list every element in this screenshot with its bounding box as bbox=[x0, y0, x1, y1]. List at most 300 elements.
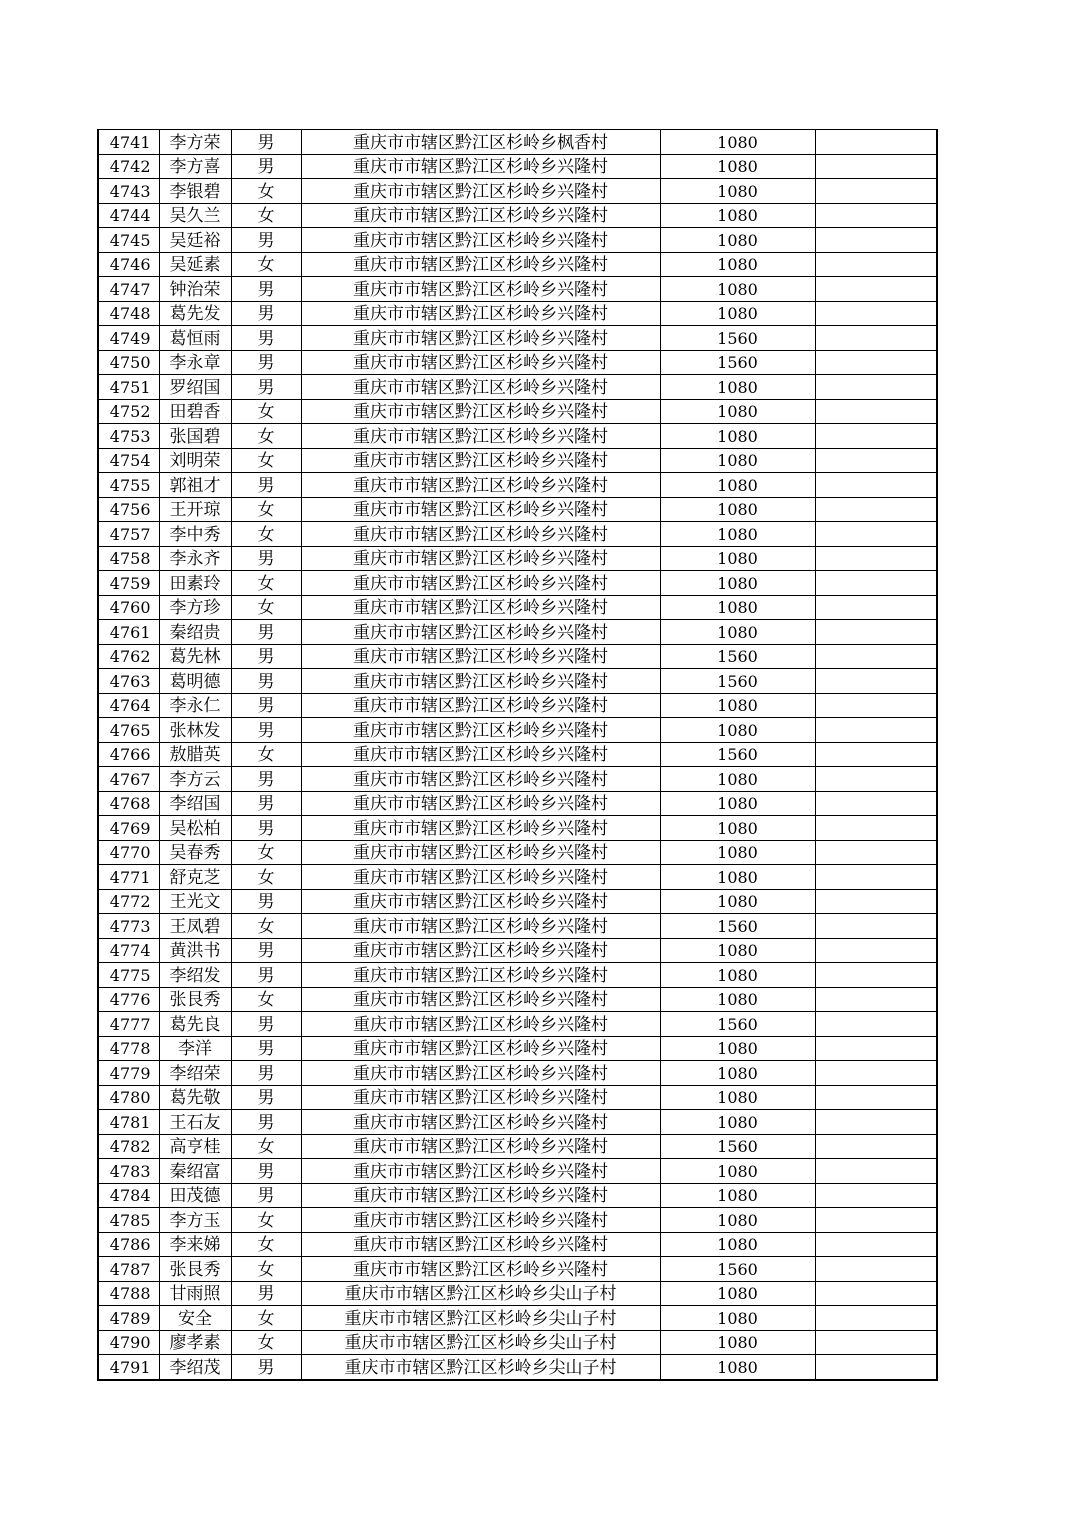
cell-name: 葛先良 bbox=[159, 1012, 231, 1037]
cell-address: 重庆市市辖区黔江区杉岭乡兴隆村 bbox=[301, 987, 660, 1012]
cell-name: 李方珍 bbox=[159, 595, 231, 620]
cell-name: 吴春秀 bbox=[159, 840, 231, 865]
cell-name: 吴延素 bbox=[159, 252, 231, 277]
cell-amount: 1080 bbox=[660, 889, 815, 914]
cell-name: 李绍发 bbox=[159, 963, 231, 988]
cell-address: 重庆市市辖区黔江区杉岭乡兴隆村 bbox=[301, 252, 660, 277]
cell-gender: 女 bbox=[231, 865, 301, 890]
cell-name: 李来娣 bbox=[159, 1232, 231, 1257]
cell-gender: 男 bbox=[231, 350, 301, 375]
cell-number: 4782 bbox=[98, 1134, 159, 1159]
cell-remark bbox=[815, 889, 937, 914]
cell-address: 重庆市市辖区黔江区杉岭乡兴隆村 bbox=[301, 571, 660, 596]
table-row bbox=[98, 375, 937, 400]
cell-number: 4791 bbox=[98, 1355, 159, 1380]
table-row bbox=[98, 914, 937, 939]
cell-gender: 男 bbox=[231, 669, 301, 694]
table-row bbox=[98, 326, 937, 351]
cell-amount: 1080 bbox=[660, 522, 815, 547]
cell-number: 4767 bbox=[98, 767, 159, 792]
cell-name: 李方云 bbox=[159, 767, 231, 792]
table-row bbox=[98, 620, 937, 645]
table-row bbox=[98, 889, 937, 914]
table-row bbox=[98, 644, 937, 669]
cell-name: 罗绍国 bbox=[159, 375, 231, 400]
cell-name: 李绍茂 bbox=[159, 1355, 231, 1380]
cell-name: 葛先敬 bbox=[159, 1085, 231, 1110]
table-row bbox=[98, 546, 937, 571]
cell-gender: 女 bbox=[231, 399, 301, 424]
cell-amount: 1080 bbox=[660, 840, 815, 865]
cell-amount: 1080 bbox=[660, 1306, 815, 1331]
cell-name: 葛明德 bbox=[159, 669, 231, 694]
cell-amount: 1080 bbox=[660, 1036, 815, 1061]
cell-address: 重庆市市辖区黔江区杉岭乡兴隆村 bbox=[301, 522, 660, 547]
cell-number: 4772 bbox=[98, 889, 159, 914]
cell-address: 重庆市市辖区黔江区杉岭乡兴隆村 bbox=[301, 963, 660, 988]
cell-remark bbox=[815, 571, 937, 596]
cell-remark bbox=[815, 840, 937, 865]
cell-number: 4788 bbox=[98, 1281, 159, 1306]
cell-remark bbox=[815, 1159, 937, 1184]
cell-number: 4766 bbox=[98, 742, 159, 767]
cell-address: 重庆市市辖区黔江区杉岭乡兴隆村 bbox=[301, 1183, 660, 1208]
cell-remark bbox=[815, 620, 937, 645]
table-row bbox=[98, 1183, 937, 1208]
cell-number: 4762 bbox=[98, 644, 159, 669]
cell-remark bbox=[815, 767, 937, 792]
cell-amount: 1080 bbox=[660, 1281, 815, 1306]
cell-address: 重庆市市辖区黔江区杉岭乡兴隆村 bbox=[301, 203, 660, 228]
cell-gender: 男 bbox=[231, 816, 301, 841]
table-row bbox=[98, 1330, 937, 1355]
table-row bbox=[98, 1085, 937, 1110]
cell-gender: 男 bbox=[231, 791, 301, 816]
cell-remark bbox=[815, 1183, 937, 1208]
cell-amount: 1080 bbox=[660, 424, 815, 449]
cell-amount: 1080 bbox=[660, 595, 815, 620]
table-row bbox=[98, 693, 937, 718]
cell-address: 重庆市市辖区黔江区杉岭乡兴隆村 bbox=[301, 301, 660, 326]
cell-remark bbox=[815, 987, 937, 1012]
table-row bbox=[98, 277, 937, 302]
cell-address: 重庆市市辖区黔江区杉岭乡兴隆村 bbox=[301, 595, 660, 620]
table-row bbox=[98, 473, 937, 498]
cell-gender: 男 bbox=[231, 473, 301, 498]
cell-gender: 男 bbox=[231, 718, 301, 743]
cell-name: 王光文 bbox=[159, 889, 231, 914]
cell-amount: 1080 bbox=[660, 963, 815, 988]
cell-remark bbox=[815, 963, 937, 988]
cell-remark bbox=[815, 522, 937, 547]
cell-remark bbox=[815, 1012, 937, 1037]
cell-amount: 1080 bbox=[660, 473, 815, 498]
cell-number: 4760 bbox=[98, 595, 159, 620]
cell-number: 4775 bbox=[98, 963, 159, 988]
cell-gender: 女 bbox=[231, 742, 301, 767]
table-row bbox=[98, 1355, 937, 1380]
cell-number: 4744 bbox=[98, 203, 159, 228]
table-row bbox=[98, 1110, 937, 1135]
cell-remark bbox=[815, 669, 937, 694]
cell-number: 4771 bbox=[98, 865, 159, 890]
cell-number: 4746 bbox=[98, 252, 159, 277]
cell-remark bbox=[815, 448, 937, 473]
cell-gender: 男 bbox=[231, 326, 301, 351]
cell-name: 郭祖才 bbox=[159, 473, 231, 498]
cell-remark bbox=[815, 326, 937, 351]
cell-address: 重庆市市辖区黔江区杉岭乡兴隆村 bbox=[301, 277, 660, 302]
cell-remark bbox=[815, 1306, 937, 1331]
cell-gender: 男 bbox=[231, 620, 301, 645]
cell-address: 重庆市市辖区黔江区杉岭乡兴隆村 bbox=[301, 889, 660, 914]
table-row bbox=[98, 718, 937, 743]
cell-amount: 1080 bbox=[660, 203, 815, 228]
table-row bbox=[98, 1159, 937, 1184]
cell-address: 重庆市市辖区黔江区杉岭乡兴隆村 bbox=[301, 693, 660, 718]
cell-remark bbox=[815, 1085, 937, 1110]
cell-address: 重庆市市辖区黔江区杉岭乡兴隆村 bbox=[301, 1012, 660, 1037]
table-row bbox=[98, 301, 937, 326]
cell-number: 4757 bbox=[98, 522, 159, 547]
cell-gender: 女 bbox=[231, 448, 301, 473]
cell-number: 4776 bbox=[98, 987, 159, 1012]
cell-address: 重庆市市辖区黔江区杉岭乡兴隆村 bbox=[301, 1134, 660, 1159]
cell-remark bbox=[815, 473, 937, 498]
cell-number: 4752 bbox=[98, 399, 159, 424]
cell-amount: 1080 bbox=[660, 399, 815, 424]
table-row bbox=[98, 522, 937, 547]
cell-gender: 男 bbox=[231, 1355, 301, 1380]
cell-address: 重庆市市辖区黔江区杉岭乡兴隆村 bbox=[301, 1085, 660, 1110]
cell-amount: 1560 bbox=[660, 914, 815, 939]
cell-remark bbox=[815, 938, 937, 963]
cell-name: 张国碧 bbox=[159, 424, 231, 449]
cell-amount: 1560 bbox=[660, 1257, 815, 1282]
cell-remark bbox=[815, 1281, 937, 1306]
cell-amount: 1080 bbox=[660, 1061, 815, 1086]
table-row bbox=[98, 987, 937, 1012]
cell-amount: 1080 bbox=[660, 1183, 815, 1208]
cell-gender: 男 bbox=[231, 1036, 301, 1061]
cell-address: 重庆市市辖区黔江区杉岭乡兴隆村 bbox=[301, 718, 660, 743]
cell-number: 4773 bbox=[98, 914, 159, 939]
cell-name: 葛先林 bbox=[159, 644, 231, 669]
cell-name: 李永章 bbox=[159, 350, 231, 375]
cell-number: 4768 bbox=[98, 791, 159, 816]
cell-name: 葛先发 bbox=[159, 301, 231, 326]
cell-remark bbox=[815, 1061, 937, 1086]
cell-remark bbox=[815, 791, 937, 816]
cell-name: 李绍荣 bbox=[159, 1061, 231, 1086]
cell-gender: 男 bbox=[231, 1012, 301, 1037]
cell-remark bbox=[815, 350, 937, 375]
cell-remark bbox=[815, 1355, 937, 1380]
cell-amount: 1560 bbox=[660, 1012, 815, 1037]
cell-gender: 女 bbox=[231, 424, 301, 449]
cell-number: 4755 bbox=[98, 473, 159, 498]
cell-remark bbox=[815, 203, 937, 228]
table-row bbox=[98, 816, 937, 841]
cell-gender: 女 bbox=[231, 1330, 301, 1355]
table-row bbox=[98, 228, 937, 253]
table-row bbox=[98, 130, 937, 155]
table-row bbox=[98, 938, 937, 963]
cell-amount: 1560 bbox=[660, 669, 815, 694]
cell-number: 4753 bbox=[98, 424, 159, 449]
cell-address: 重庆市市辖区黔江区杉岭乡兴隆村 bbox=[301, 620, 660, 645]
table-row bbox=[98, 1061, 937, 1086]
cell-number: 4754 bbox=[98, 448, 159, 473]
cell-number: 4751 bbox=[98, 375, 159, 400]
cell-address: 重庆市市辖区黔江区杉岭乡尖山子村 bbox=[301, 1355, 660, 1380]
table-row bbox=[98, 767, 937, 792]
cell-number: 4742 bbox=[98, 154, 159, 179]
cell-gender: 男 bbox=[231, 693, 301, 718]
cell-name: 李洋 bbox=[159, 1036, 231, 1061]
cell-gender: 女 bbox=[231, 203, 301, 228]
cell-gender: 女 bbox=[231, 522, 301, 547]
cell-name: 王石友 bbox=[159, 1110, 231, 1135]
cell-name: 田素玲 bbox=[159, 571, 231, 596]
table-row bbox=[98, 669, 937, 694]
table-row bbox=[98, 865, 937, 890]
cell-address: 重庆市市辖区黔江区杉岭乡兴隆村 bbox=[301, 816, 660, 841]
table-row bbox=[98, 1036, 937, 1061]
cell-address: 重庆市市辖区黔江区杉岭乡兴隆村 bbox=[301, 424, 660, 449]
cell-remark bbox=[815, 228, 937, 253]
table-row bbox=[98, 1281, 937, 1306]
cell-name: 高亨桂 bbox=[159, 1134, 231, 1159]
cell-number: 4745 bbox=[98, 228, 159, 253]
cell-name: 李永仁 bbox=[159, 693, 231, 718]
cell-address: 重庆市市辖区黔江区杉岭乡兴隆村 bbox=[301, 1110, 660, 1135]
cell-address: 重庆市市辖区黔江区杉岭乡枫香村 bbox=[301, 130, 660, 155]
table-row bbox=[98, 1232, 937, 1257]
cell-address: 重庆市市辖区黔江区杉岭乡兴隆村 bbox=[301, 840, 660, 865]
table-row bbox=[98, 1134, 937, 1159]
cell-name: 吴松柏 bbox=[159, 816, 231, 841]
cell-address: 重庆市市辖区黔江区杉岭乡兴隆村 bbox=[301, 1232, 660, 1257]
cell-amount: 1080 bbox=[660, 571, 815, 596]
cell-amount: 1080 bbox=[660, 1159, 815, 1184]
cell-gender: 男 bbox=[231, 546, 301, 571]
cell-number: 4778 bbox=[98, 1036, 159, 1061]
cell-address: 重庆市市辖区黔江区杉岭乡兴隆村 bbox=[301, 326, 660, 351]
table-row bbox=[98, 1208, 937, 1233]
cell-number: 4774 bbox=[98, 938, 159, 963]
cell-remark bbox=[815, 497, 937, 522]
cell-name: 秦绍富 bbox=[159, 1159, 231, 1184]
table-row bbox=[98, 963, 937, 988]
cell-amount: 1560 bbox=[660, 350, 815, 375]
cell-number: 4785 bbox=[98, 1208, 159, 1233]
table-row bbox=[98, 742, 937, 767]
cell-remark bbox=[815, 1330, 937, 1355]
cell-gender: 女 bbox=[231, 987, 301, 1012]
cell-name: 田茂德 bbox=[159, 1183, 231, 1208]
cell-remark bbox=[815, 399, 937, 424]
cell-name: 舒克芝 bbox=[159, 865, 231, 890]
cell-address: 重庆市市辖区黔江区杉岭乡兴隆村 bbox=[301, 399, 660, 424]
cell-gender: 女 bbox=[231, 1306, 301, 1331]
cell-name: 甘雨照 bbox=[159, 1281, 231, 1306]
table-row bbox=[98, 1257, 937, 1282]
cell-gender: 女 bbox=[231, 840, 301, 865]
cell-remark bbox=[815, 375, 937, 400]
cell-address: 重庆市市辖区黔江区杉岭乡尖山子村 bbox=[301, 1281, 660, 1306]
cell-address: 重庆市市辖区黔江区杉岭乡兴隆村 bbox=[301, 154, 660, 179]
cell-number: 4764 bbox=[98, 693, 159, 718]
cell-gender: 男 bbox=[231, 644, 301, 669]
cell-number: 4784 bbox=[98, 1183, 159, 1208]
cell-number: 4741 bbox=[98, 130, 159, 155]
cell-gender: 女 bbox=[231, 914, 301, 939]
cell-gender: 男 bbox=[231, 375, 301, 400]
cell-gender: 男 bbox=[231, 228, 301, 253]
cell-gender: 女 bbox=[231, 179, 301, 204]
table-row bbox=[98, 424, 937, 449]
cell-remark bbox=[815, 1110, 937, 1135]
table-row bbox=[98, 1012, 937, 1037]
table-row bbox=[98, 203, 937, 228]
cell-gender: 男 bbox=[231, 889, 301, 914]
cell-amount: 1080 bbox=[660, 865, 815, 890]
cell-number: 4786 bbox=[98, 1232, 159, 1257]
cell-gender: 男 bbox=[231, 1281, 301, 1306]
cell-name: 秦绍贵 bbox=[159, 620, 231, 645]
cell-gender: 男 bbox=[231, 154, 301, 179]
cell-address: 重庆市市辖区黔江区杉岭乡兴隆村 bbox=[301, 1257, 660, 1282]
cell-remark bbox=[815, 1208, 937, 1233]
cell-name: 黄洪书 bbox=[159, 938, 231, 963]
cell-address: 重庆市市辖区黔江区杉岭乡兴隆村 bbox=[301, 742, 660, 767]
cell-number: 4750 bbox=[98, 350, 159, 375]
cell-name: 吴廷裕 bbox=[159, 228, 231, 253]
cell-number: 4749 bbox=[98, 326, 159, 351]
cell-address: 重庆市市辖区黔江区杉岭乡兴隆村 bbox=[301, 669, 660, 694]
cell-name: 李方玉 bbox=[159, 1208, 231, 1233]
cell-remark bbox=[815, 816, 937, 841]
cell-name: 钟治荣 bbox=[159, 277, 231, 302]
cell-address: 重庆市市辖区黔江区杉岭乡兴隆村 bbox=[301, 767, 660, 792]
cell-amount: 1080 bbox=[660, 718, 815, 743]
cell-name: 张艮秀 bbox=[159, 987, 231, 1012]
table-row bbox=[98, 252, 937, 277]
table-row bbox=[98, 840, 937, 865]
cell-address: 重庆市市辖区黔江区杉岭乡兴隆村 bbox=[301, 1159, 660, 1184]
cell-number: 4790 bbox=[98, 1330, 159, 1355]
cell-gender: 男 bbox=[231, 767, 301, 792]
cell-number: 4759 bbox=[98, 571, 159, 596]
cell-name: 李方喜 bbox=[159, 154, 231, 179]
cell-amount: 1080 bbox=[660, 154, 815, 179]
cell-address: 重庆市市辖区黔江区杉岭乡兴隆村 bbox=[301, 938, 660, 963]
table-row bbox=[98, 154, 937, 179]
cell-remark bbox=[815, 742, 937, 767]
cell-gender: 男 bbox=[231, 130, 301, 155]
cell-amount: 1080 bbox=[660, 375, 815, 400]
cell-name: 王开琼 bbox=[159, 497, 231, 522]
cell-amount: 1080 bbox=[660, 130, 815, 155]
table-row bbox=[98, 179, 937, 204]
cell-number: 4765 bbox=[98, 718, 159, 743]
table-row bbox=[98, 1306, 937, 1331]
cell-number: 4758 bbox=[98, 546, 159, 571]
cell-remark bbox=[815, 1257, 937, 1282]
cell-number: 4769 bbox=[98, 816, 159, 841]
cell-remark bbox=[815, 424, 937, 449]
cell-name: 李永齐 bbox=[159, 546, 231, 571]
cell-amount: 1080 bbox=[660, 1085, 815, 1110]
cell-amount: 1080 bbox=[660, 1110, 815, 1135]
cell-number: 4743 bbox=[98, 179, 159, 204]
cell-name: 吴久兰 bbox=[159, 203, 231, 228]
cell-amount: 1080 bbox=[660, 1208, 815, 1233]
cell-name: 王凤碧 bbox=[159, 914, 231, 939]
cell-gender: 女 bbox=[231, 497, 301, 522]
cell-number: 4761 bbox=[98, 620, 159, 645]
cell-amount: 1080 bbox=[660, 1232, 815, 1257]
cell-remark bbox=[815, 546, 937, 571]
cell-amount: 1560 bbox=[660, 1134, 815, 1159]
cell-remark bbox=[815, 179, 937, 204]
cell-gender: 女 bbox=[231, 252, 301, 277]
cell-remark bbox=[815, 277, 937, 302]
cell-amount: 1080 bbox=[660, 791, 815, 816]
cell-address: 重庆市市辖区黔江区杉岭乡兴隆村 bbox=[301, 1208, 660, 1233]
cell-gender: 男 bbox=[231, 301, 301, 326]
cell-remark bbox=[815, 1036, 937, 1061]
cell-address: 重庆市市辖区黔江区杉岭乡兴隆村 bbox=[301, 448, 660, 473]
cell-remark bbox=[815, 130, 937, 155]
table-row bbox=[98, 791, 937, 816]
cell-amount: 1560 bbox=[660, 326, 815, 351]
cell-name: 葛恒雨 bbox=[159, 326, 231, 351]
cell-name: 田碧香 bbox=[159, 399, 231, 424]
cell-remark bbox=[815, 154, 937, 179]
cell-address: 重庆市市辖区黔江区杉岭乡兴隆村 bbox=[301, 914, 660, 939]
cell-address: 重庆市市辖区黔江区杉岭乡兴隆村 bbox=[301, 791, 660, 816]
cell-number: 4789 bbox=[98, 1306, 159, 1331]
cell-amount: 1080 bbox=[660, 252, 815, 277]
cell-amount: 1080 bbox=[660, 767, 815, 792]
cell-amount: 1080 bbox=[660, 448, 815, 473]
cell-address: 重庆市市辖区黔江区杉岭乡兴隆村 bbox=[301, 228, 660, 253]
cell-gender: 女 bbox=[231, 1232, 301, 1257]
cell-gender: 女 bbox=[231, 571, 301, 596]
cell-amount: 1080 bbox=[660, 693, 815, 718]
table-row bbox=[98, 497, 937, 522]
cell-number: 4770 bbox=[98, 840, 159, 865]
cell-remark bbox=[815, 1232, 937, 1257]
cell-gender: 女 bbox=[231, 595, 301, 620]
cell-number: 4763 bbox=[98, 669, 159, 694]
cell-address: 重庆市市辖区黔江区杉岭乡兴隆村 bbox=[301, 473, 660, 498]
cell-number: 4787 bbox=[98, 1257, 159, 1282]
cell-name: 张林发 bbox=[159, 718, 231, 743]
cell-name: 刘明荣 bbox=[159, 448, 231, 473]
cell-gender: 男 bbox=[231, 1159, 301, 1184]
cell-name: 李绍国 bbox=[159, 791, 231, 816]
cell-number: 4780 bbox=[98, 1085, 159, 1110]
table-row bbox=[98, 571, 937, 596]
cell-number: 4748 bbox=[98, 301, 159, 326]
cell-remark bbox=[815, 301, 937, 326]
cell-address: 重庆市市辖区黔江区杉岭乡兴隆村 bbox=[301, 375, 660, 400]
cell-gender: 女 bbox=[231, 1208, 301, 1233]
cell-amount: 1080 bbox=[660, 987, 815, 1012]
